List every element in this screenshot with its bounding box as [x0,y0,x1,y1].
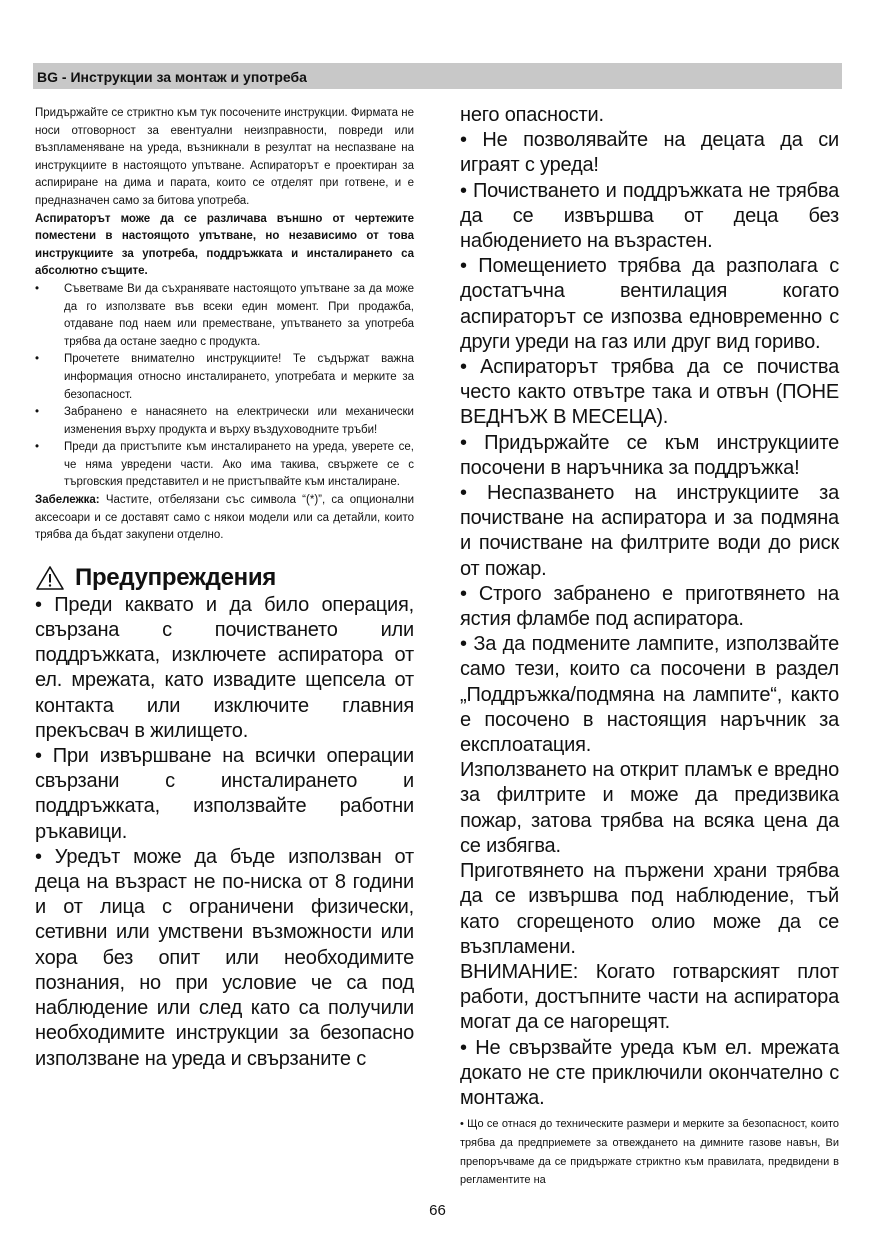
list-item [35,351,414,404]
warning-triangle-icon [35,565,65,591]
warning-paragraph: • Преди каквато и да било операция, свързана с почистването или поддръжката, изключете аспиратора от ел. мрежата, като извадите щепсела от контакта или изключите главния прекъсвач в жилището. [35,593,414,742]
warning-paragraph: • Строго забранено е приготвянето на ястия фламбе под аспиратора. [460,582,839,631]
warning-paragraph: • Аспираторът трябва да се почиства често както отвътре така и отвън (ПОНЕ ВЕДНЪЖ В МЕСЕЦА). [460,356,839,429]
warnings-title: Предупреждения [75,563,276,591]
list-item-text: Забранено е нанасянето на електрически или механически изменения върху продукта и върху въздуховодните тръби! [64,406,414,436]
list-item-text: Прочетете внимателно инструкциите! Те съдържат важна информация относно инсталирането, употребата и мерките за безопасност. [64,353,414,401]
bullet-mark: • [35,353,40,366]
warning-paragraph: • Помещението трябва да разполага с достатъчна вентилация когато аспираторът се изпозва едновременно с други уреди на газ или друг вид гориво. [460,255,839,353]
warning-paragraph: • Не свързвайте уреда към ел. мрежата докато не сте приключили окончателно с монтажа. [460,1036,839,1109]
bullet-mark: • [35,406,40,419]
bullet-mark: • [35,282,40,295]
bullet-mark: • [35,441,40,454]
list-item-text: Съветваме Ви да съхранявате настоящото упътване за да може да го използвате във всеки един момент. При продажба, отдаване под наем или преместване, упътването за употреба трябва да остане заедно с продукта. [64,282,414,348]
section-header-title: BG - Инструкции за монтаж и употреба [37,69,307,85]
list-item [35,439,414,492]
note-label: Забележка: [35,494,100,507]
accessory-note [35,492,414,545]
note-text: Частите, отбелязани със символа “(*)”, са опционални аксесоари и се доставят само с някои модели или са детайли, които трябва да бъдат закупени отделно. [35,494,414,542]
warning-paragraph: Приготвянето на пържени храни трябва да се извършва под наблюдение, тъй като сгорещеното олио може да се възпламени. [460,860,839,958]
intro-paragraph: Придържайте се стриктно към тук посочените инструкции. Фирмата не носи отговорност за евентуални неизправности, повреди или възпламеняване на уреда, възникнали в резултат на неспазване на инструкциите в настоящото упътване. Аспираторът е проектиран за аспириране на дима и парата, които се отделят при готвене, и е предназначен само за битова употреба. [35,107,414,207]
section-header [33,63,842,89]
warnings-heading [35,563,414,593]
warning-paragraph: • Почистването и поддръжката не трябва да се извършва от деца без набюдението на възрастен. [460,179,839,253]
list-item [35,281,414,351]
warning-paragraph: • При извършване на всички операции свързани с инсталирането и поддръжката, използвайте работни ръкавици. [35,745,414,843]
warning-paragraph: • Придържайте се към инструкциите посочени в наръчника за поддръжка! [460,431,839,479]
warning-paragraph: • Уредът може да бъде използван от деца на възраст не по-ниска от 8 години и от лица с ограничени физически, сетивни или умствени възможности или хора без опит или необходимите познания, но при условие че са под наблюдение или след като са получили необходимите инструкции за безопасно използване на уреда и свързаните с [35,845,414,1070]
list-item [35,404,414,439]
warning-paragraph: • За да подмените лампите, използвайте само тези, които са посочени в раздел „Поддръжка/подмяна на лампите“, както е посочено в настоящия наръчник за експлоатация. [460,633,839,757]
page-number: 66 [429,1202,446,1219]
warning-paragraph: него опасности. [460,104,604,126]
warning-paragraph: ВНИМАНИЕ: Когато готварският плот работи, достъпните части на аспиратора могат да се нагорещят. [460,960,839,1034]
appearance-note: Аспираторът може да се различава външно от чертежите поместени в настоящото упътване, но независимо от това инструкциите за употреба, поддръжката и инсталирането са абсолютно същите. [35,212,414,278]
warning-paragraph: Използването на открит пламък е вредно за филтрите и може да предизвика пожар, затова трябва на всяка цена да се избягва. [460,759,839,857]
warning-paragraph: • Не позволявайте на децата да си играят с уреда! [460,129,839,177]
warning-paragraph: • Неспазването на инструкциите за почистване на аспиратора и за подмяна и почистване на филтрите води до риск от пожар. [460,482,839,580]
left-column [35,105,414,1072]
regulations-footnote: • Що се отнася до техническите размери и мерките за безопасност, които трябва да предприемете за отвеждането на димните газове навън, Ви препоръчваме да се придържате стриктно към правилата, предвидени в регламентите на [460,1118,839,1187]
list-item-text: Преди да пристъпите към инсталирането на уреда, уверете се, че няма увредени части. Ако има такива, свържете се с търговския представител и не пристъпвайте към инсталиране. [64,441,414,489]
right-column [460,103,839,1190]
